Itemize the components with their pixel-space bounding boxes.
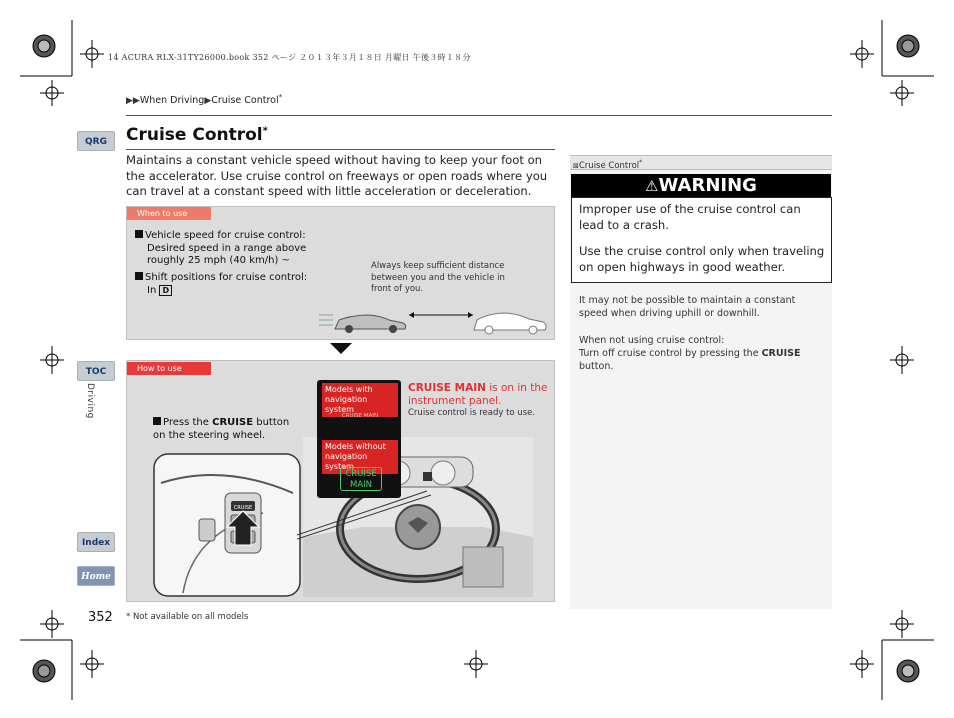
qrg-tab[interactable]: QRG [77,131,115,151]
breadcrumb-item-cruise-control[interactable]: Cruise Control [211,95,279,107]
footnote: * Not available on all models [126,612,249,622]
nav-indicator-text: CRUISE MAIN [341,413,379,419]
indicator-line2: MAIN [349,480,372,490]
bullet-square-icon [135,272,143,280]
press-prefix: Press the [163,417,209,428]
warning-paragraph-1: Improper use of the cruise control can lead to a crash. [579,202,801,232]
callout-with-nav: Models with navigation system [322,383,398,417]
sidebar-note-1: It may not be possible to maintain a constant speed when driving uphill or downhill. [579,295,796,319]
breadcrumb-item-when-driving[interactable]: When Driving [139,95,205,107]
following-distance-illustration [317,303,549,337]
warning-title-bar [571,174,831,198]
bullet-square-icon [135,230,143,238]
note2-prefix: Turn off cruise control by pressing the [579,348,759,359]
page-title-text: Cruise Control [126,125,263,145]
note2-button: CRUISE [761,348,801,359]
note2-suffix: button. [579,361,614,372]
sidebar-header [570,155,832,170]
section-label-driving: Driving [85,383,95,419]
steering-switch-inset [153,453,301,597]
how-to-use-label: How to use [127,362,211,375]
header-rule [126,115,832,116]
shift-title: Shift positions for cruise control: [145,272,308,283]
speed-title: Vehicle speed for cruise control: [145,230,306,241]
speed-requirement [135,230,325,268]
breadcrumb-marker: * [278,93,283,101]
cruise-switch-label: CRUISE [233,505,253,511]
when-to-use-panel [126,206,555,340]
press-instruction [153,417,303,442]
index-tab[interactable]: Index [77,532,115,552]
page-number: 352 [88,610,113,625]
when-to-use-label: When to use [127,207,211,220]
title-rule [126,149,555,150]
warning-title: WARNING [658,175,757,196]
warning-triangle-icon: ⚠ [645,177,659,195]
speed-body: Desired speed in a range above roughly 25 mph (40 km/h) ~ [147,242,307,266]
sidebar-header-marker: * [639,159,643,166]
print-header: 14 ACURA RLX-31TY26000.book 352 ページ ２０１３年３月１８日 月曜日 午後３時１８分 [108,53,471,62]
shift-prefix: In [147,284,157,296]
breadcrumb [126,93,282,106]
page-title [126,125,268,145]
sidebar-header-text[interactable]: Cruise Control [578,160,640,171]
cruise-button-name: CRUISE [212,417,254,428]
speed-lines [319,315,333,325]
cruise-main-suffix: is on in the instrument panel. [408,382,548,407]
intro-paragraph: Maintains a constant vehicle speed without having to keep your foot on the accelerator. Use cruise control on freeways or open roads where you can travel at a constant speed with little acceleration or deceleration. [126,153,548,198]
press-suffix: button on the steering wheel. [153,417,290,441]
breadcrumb-arrow-icon: ▶▶ [126,96,140,107]
sidebar-header-icon: ⊠ [573,161,579,170]
home-tab[interactable]: Home [77,566,115,586]
how-to-use-panel [126,360,555,602]
title-marker: * [262,125,268,137]
indicator-location-marker [423,472,432,481]
callout-without-nav: Models without navigation system [322,440,398,474]
cruise-main-on-note [408,382,548,408]
sidebar-note-2 [579,334,825,373]
note2-line1: When not using cruise control: [579,335,725,346]
ready-note: Cruise control is ready to use. [408,408,536,418]
warning-paragraph-2: Use the cruise control only when traveling on open highways in good weather. [579,244,825,274]
distance-note: Always keep sufficient distance between you and the vehicle in front of you. [371,261,505,294]
step-arrow-icon [330,343,352,354]
breadcrumb-arrow-icon: ▶ [204,96,212,107]
callout-leader-lines [297,481,437,541]
bullet-square-icon [153,417,161,425]
drive-gear-icon: D [159,285,172,296]
toc-tab[interactable]: TOC [77,361,115,381]
indicator-line1: CRUISE [345,469,377,479]
cruise-main-label: CRUISE MAIN [408,382,486,394]
shift-requirement [135,272,325,297]
